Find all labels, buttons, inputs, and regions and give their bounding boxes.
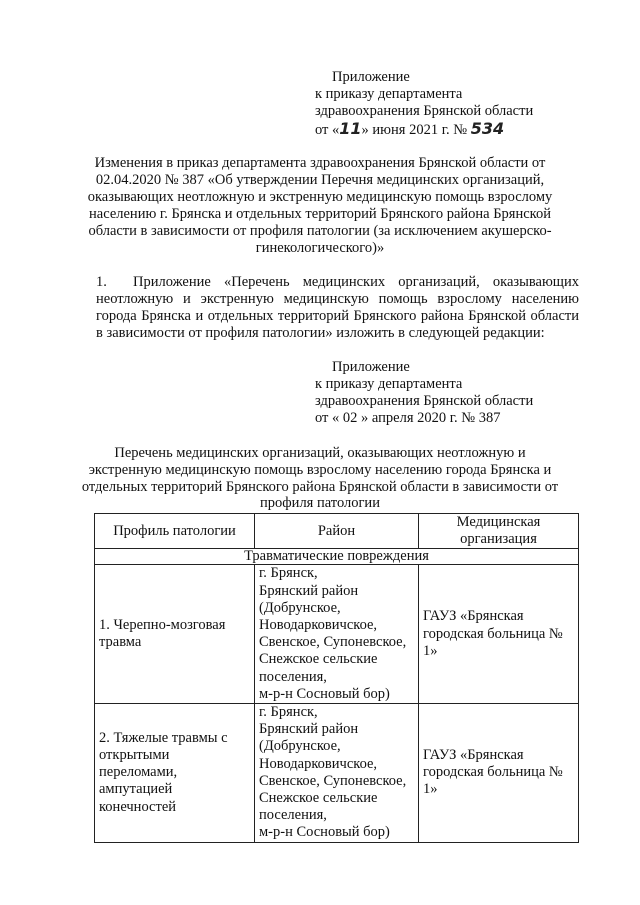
table-header-row xyxy=(95,514,579,549)
table-section-row xyxy=(95,549,579,565)
list-title-line: отдельных территорий Брянского района Брянской области в зависимости от xyxy=(81,479,559,495)
cell-profile: 1. Черепно-мозговая травма xyxy=(95,565,255,704)
district-line: Брянский район xyxy=(259,721,359,738)
handwritten-order-number: 534 xyxy=(470,119,505,138)
header-date-line xyxy=(315,120,504,139)
district-line: Новодарковичское, xyxy=(259,617,378,634)
paragraph-line: Приложение «Перечень медицинских организаций, оказывающих xyxy=(133,274,579,290)
district-line: Снежское сельские xyxy=(259,790,378,807)
column-header-profile: Профиль патологии xyxy=(95,514,255,549)
paragraph-line: города Брянска и отдельных территорий Брянского района Брянской области xyxy=(96,308,579,324)
date-prefix: от « xyxy=(315,122,340,138)
district-line: Свенское, Супоневское, xyxy=(259,634,407,651)
cell-profile: 2. Тяжелые травмы с открытыми переломами, ампутацией конечностей xyxy=(95,704,255,843)
district-line: поселения, xyxy=(259,668,327,685)
handwritten-day: 11 xyxy=(339,119,362,138)
district-line: г. Брянск, xyxy=(259,704,318,721)
changes-title-line: населению г. Брянска и отдельных территорий Брянского района Брянской xyxy=(89,206,551,222)
district-line: (Добрунское, xyxy=(259,599,341,616)
column-header-organization: Медицинская организация xyxy=(419,514,579,549)
header-line-1: Приложение xyxy=(332,69,410,85)
inner-header-line-2: к приказу департамента xyxy=(315,376,463,392)
district-line: Брянский район xyxy=(259,582,359,599)
list-title-line: профиля патологии xyxy=(260,495,380,511)
district-line: м-р-н Сосновый бор) xyxy=(259,824,390,841)
changes-title-line: 02.04.2020 № 387 «Об утверждении Перечня медицинских организаций, xyxy=(95,172,545,188)
inner-header-line-3: здравоохранения Брянской области xyxy=(315,393,534,409)
column-header-district: Район xyxy=(255,514,419,549)
paragraph-line: неотложную и экстренную медицинскую помощь взрослому населению xyxy=(96,291,579,307)
changes-title-line: области в зависимости от профиля патологии (за исключением акушерско- xyxy=(88,223,552,239)
district-line: Свенское, Супоневское, xyxy=(259,772,407,789)
paragraph-line: в зависимости от профиля патологии» изложить в следующей редакции: xyxy=(96,325,545,341)
paragraph-number: 1. xyxy=(96,274,107,290)
cell-organization: ГАУЗ «Брянская городская больница № 1» xyxy=(419,704,579,843)
inner-header-line-4: от « 02 » апреля 2020 г. № 387 xyxy=(315,410,501,426)
table-row xyxy=(95,704,579,843)
header-line-2: к приказу департамента xyxy=(315,86,463,102)
changes-title-line: гинекологического)» xyxy=(255,240,385,256)
date-mid: » июня 2021 г. № xyxy=(361,122,468,138)
changes-title-line: Изменения в приказ департамента здравоохранения Брянской области от xyxy=(94,155,546,171)
list-title-line: Перечень медицинских организаций, оказывающих неотложную и xyxy=(114,445,526,461)
inner-header-line-1: Приложение xyxy=(332,359,410,375)
cell-organization: ГАУЗ «Брянская городская больница № 1» xyxy=(419,565,579,704)
cell-district xyxy=(255,565,419,704)
header-line-3: здравоохранения Брянской области xyxy=(315,103,534,119)
list-title-line: экстренную медицинскую помощь взрослому населению города Брянска и xyxy=(88,462,552,478)
district-line: м-р-н Сосновый бор) xyxy=(259,685,390,702)
changes-title-line: оказывающих неотложную и экстренную медицинскую помощь взрослому xyxy=(87,189,553,205)
district-line: поселения, xyxy=(259,807,327,824)
cell-district xyxy=(255,704,419,843)
district-line: Снежское сельские xyxy=(259,651,378,668)
section-label: Травматические повреждения xyxy=(95,549,579,565)
district-line: г. Брянск, xyxy=(259,565,318,582)
district-line: Новодарковичское, xyxy=(259,755,378,772)
organizations-table xyxy=(94,513,579,843)
district-line: (Добрунское, xyxy=(259,738,341,755)
table-row xyxy=(95,565,579,704)
